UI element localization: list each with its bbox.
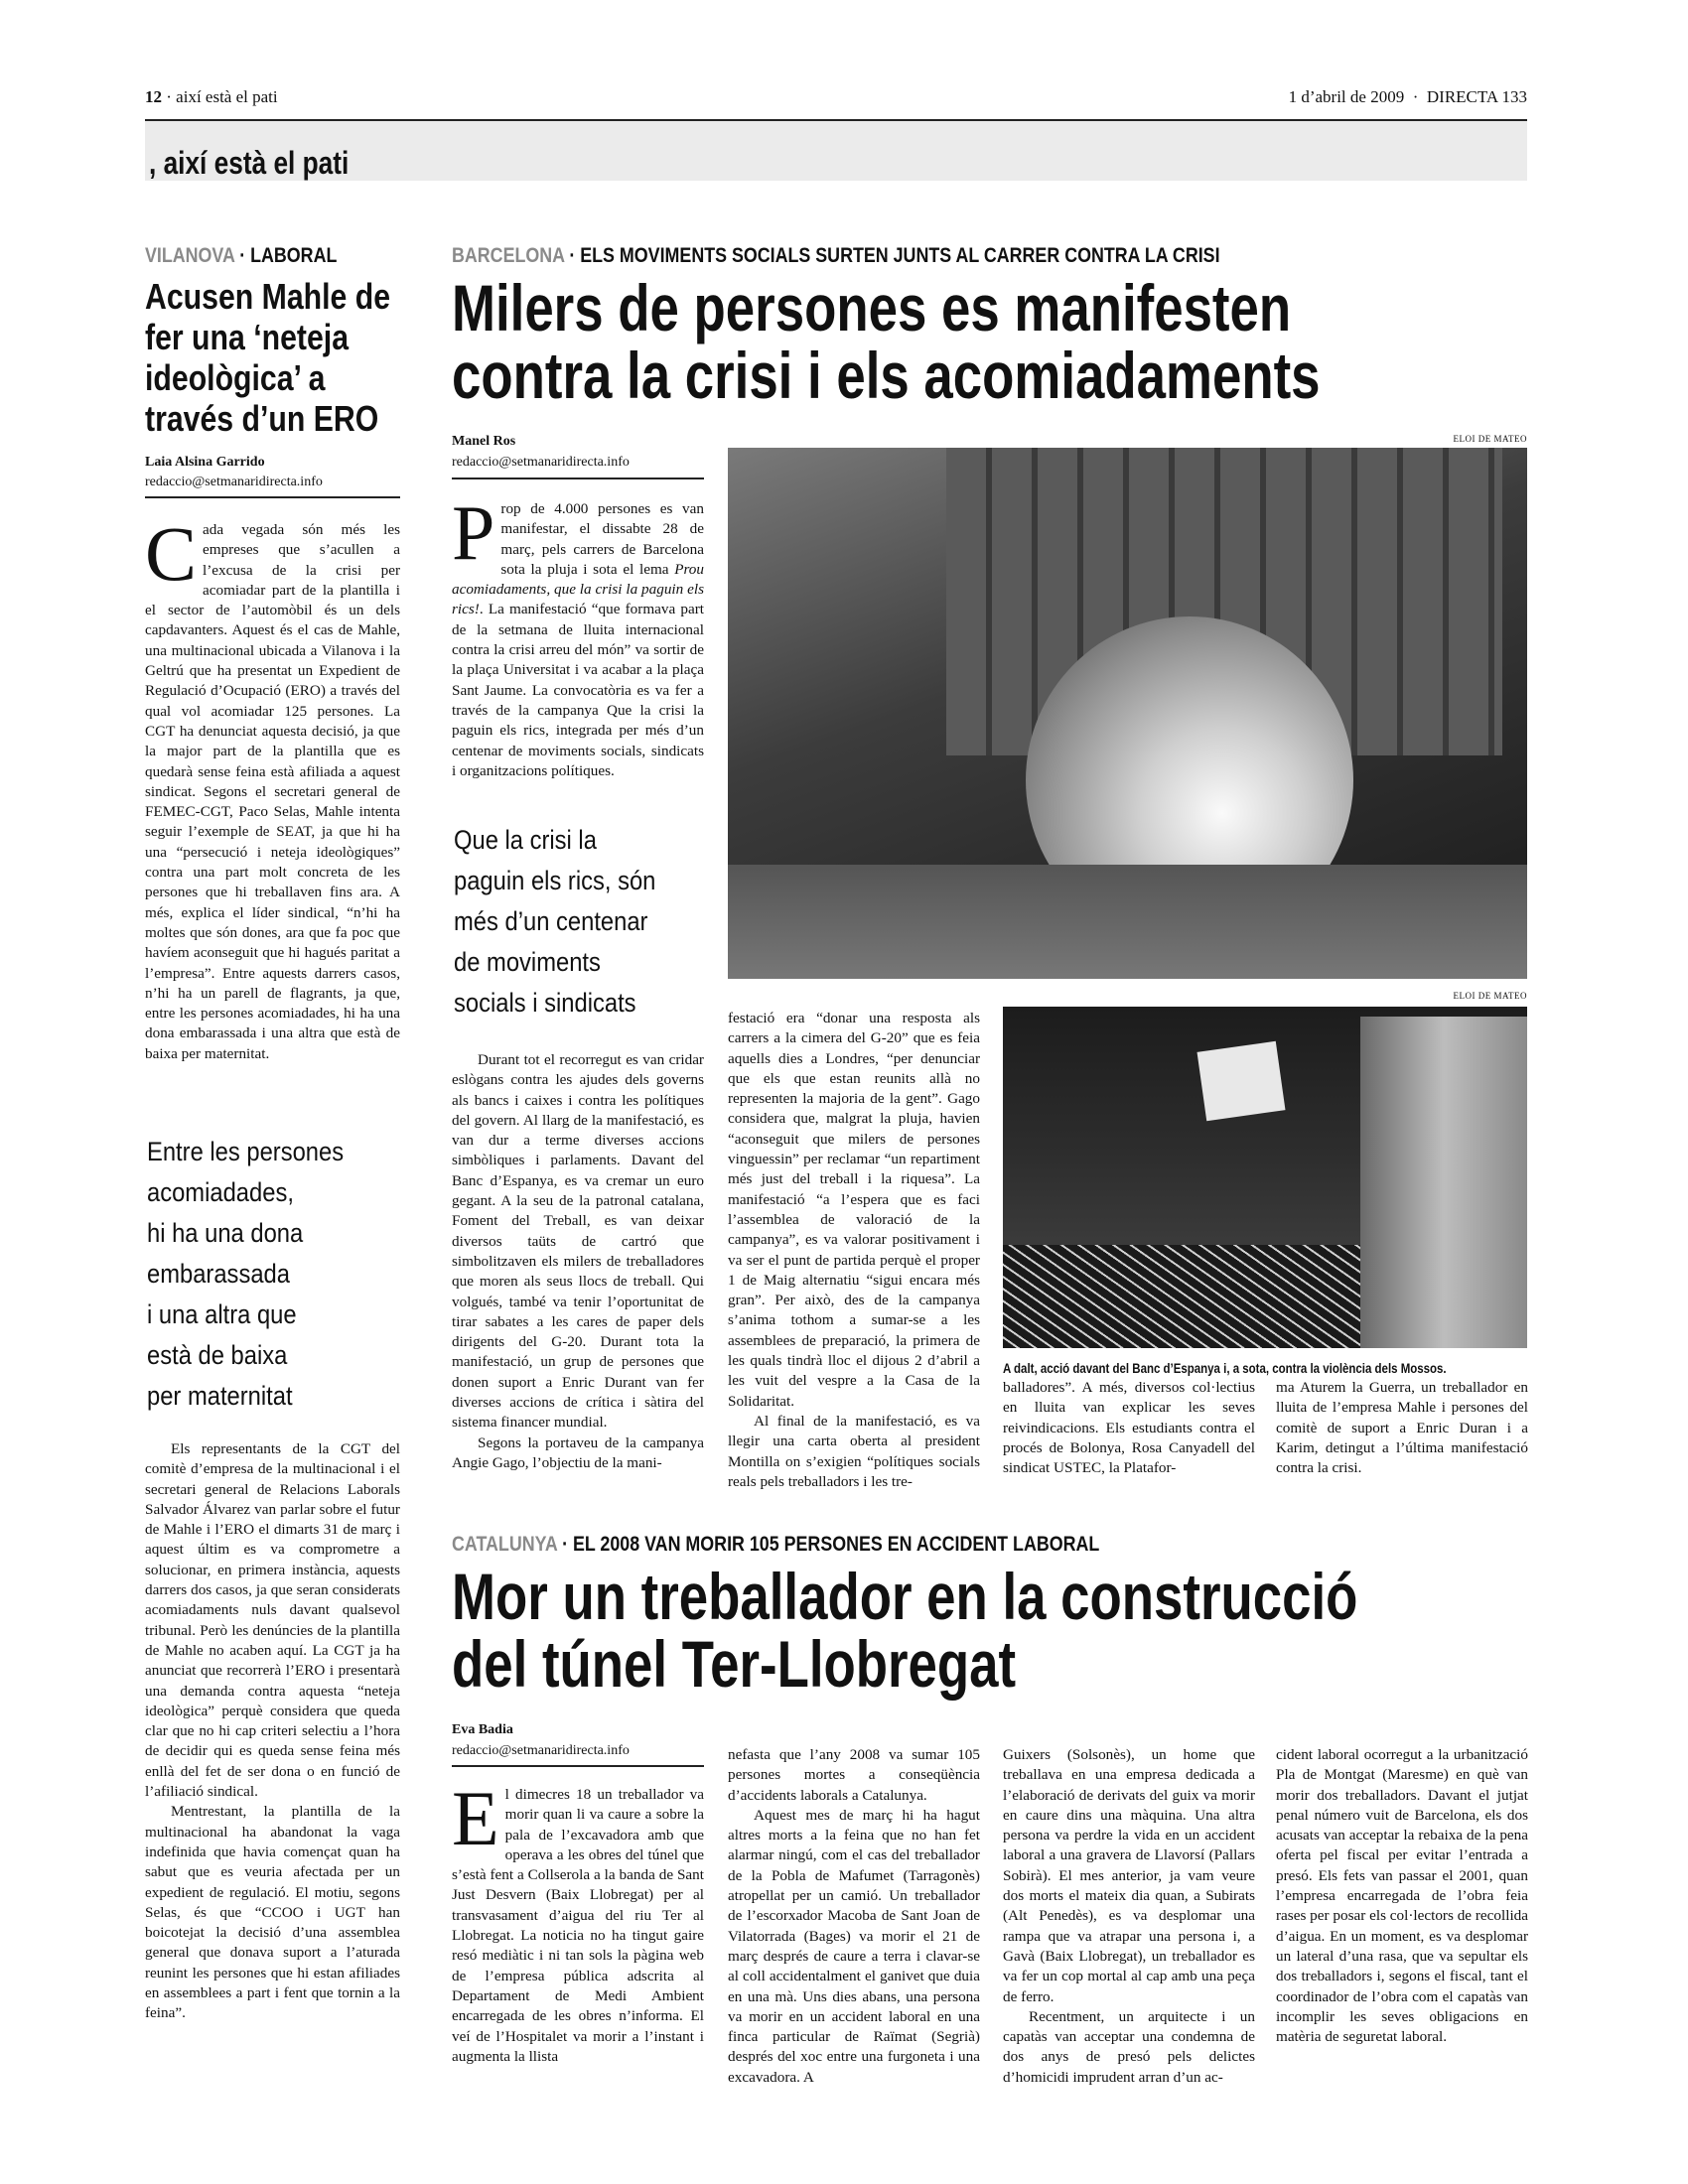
main-pull-quote (454, 820, 655, 1024)
headline-line: Milers de persones es manifesten (452, 271, 1292, 344)
paragraph: l dimecres 18 un treballador va morir quan li va caure a sobre la pala de l’excavadora amb que operava a les obres del túnel que s’està fent a Collserola a la banda de Sant Just Desvern (Baix Llobregat) per al transvasament d’aigua del riu Ter al Llobregat. La noticia no ha tingut gaire resó mediàtic i ni tan sols la pàgina web de l’empresa pública adscrita al Departament de Medi Ambient encarregada de les obres n’informa. El veí de l’Hospitalet va morir a l’instant i augmenta la llista (452, 1786, 704, 2065)
kicker-place: BARCELONA (452, 244, 565, 267)
paragraph: Segons la portaveu de la campanya Angie Gago, l’objectiu de la mani- (452, 1433, 704, 1471)
bottom-kicker: CATALUNYA · EL 2008 VAN MORIR 105 PERSONES EN ACCIDENT LABORAL (452, 1533, 1100, 1556)
pull-line: per maternitat (147, 1381, 293, 1411)
paragraph: Mentrestant, la plantilla de la multinacional ha abandonat la vaga indefinida que havia començat quan ha sabut que es veuria afectada per un expedient de regulació. El motiu, segons Selas, és que “CCOO i UGT han boicotejat la decisió d’una assemblea general que donava suport a l’aturada reunint les persones que hi estan afiliades en assemblees a part i fent que tornin a la feina”. (145, 1803, 400, 2022)
headline-line: través d’un ERO (145, 398, 379, 439)
pull-line: i una altra que (147, 1299, 297, 1329)
text-run: . La manifestació “que formava part de la setmana de lluita internacional contra la crisi arreu del món” va sortir de la plaça Universitat i va acabar a la plaça Sant Jaume. La convocatòria es va fer a través de la campanya Que la crisi la paguin els rics, integrada per més d’un centenar de moviments socials, sindicats i organitzacions polítiques. (452, 601, 704, 779)
section-band (145, 121, 1527, 181)
byline-rule (452, 478, 704, 479)
section-name: així està el pati (176, 87, 278, 106)
bottom-email[interactable]: redaccio@setmanaridirecta.info (452, 1743, 630, 1758)
main-body-2 (452, 1050, 704, 1499)
kicker-place: CATALUNYA (452, 1533, 558, 1556)
pull-line: Entre les persones (147, 1137, 345, 1166)
left-author: Laia Alsina Garrido (145, 455, 265, 470)
paragraph: Guixers (Solsonès), un home que treballava en una empresa dedicada a l’elaboració de derivats del guix va morir en caure dins una màquina. Una altra persona va perdre la vida en un accident laboral a una gravera de Llavorsí (Pallars Sobirà). El mes anterior, ja vam veure dos morts el mateix dia quan, a Subirats (Alt Penedès), es va desplomar una rampa que va atrapar una persona i, a Gavà (Baix Llobregat), un treballador es va fer un cop mortal al cap amb una peça de ferro. (1003, 1746, 1255, 2005)
dropcap: E (452, 1775, 499, 1861)
speaker-figure (1360, 1017, 1527, 1348)
byline-rule (452, 1765, 704, 1767)
kicker-place: VILANOVA (145, 244, 235, 267)
section-title: , així està el pati (149, 145, 350, 181)
byline-rule (145, 496, 400, 498)
issue-info: 1 d’abril de 2009 · DIRECTA 133 (1288, 87, 1527, 106)
pull-line: Que la crisi la (454, 825, 597, 855)
paragraph: cident laboral ocorregut a la urbanització Pla de Montgat (Maresme) en què van morir dos treballadors. Davant el jutjat penal número vuit de Barcelona, els dos acusats van acceptar la rebaixa de la pena oferta pel fiscal per evitar l’entrada a presó. Els fets van passar el 2001, quan l’empresa encarregada de l’obra feia rases per posar els col·lectors de recollida d’aigua. En un moment, es va desplomar un lateral d’una rasa, que va sepultar els dos treballadors i, segons el fiscal, tant el coordinador de l’obra com el capatàs van incomplir les seves obligacions en matèria de seguretat laboral. (1276, 1746, 1528, 2046)
main-author: Manel Ros (452, 434, 516, 449)
photo-credit: ELOI DE MATEO (1453, 991, 1527, 1001)
pull-line: socials i sindicats (454, 988, 636, 1018)
pull-line: hi ha una dona (147, 1218, 304, 1248)
pull-line: paguin els rics, són (454, 866, 656, 895)
paragraph: balladores”. A més, diversos col·lectius en lluita van explicar les seves reivindicacions. Els estudiants contra el procés de Bolonya, Rosa Canyadell del sindicat USTEC, la Platafor- (1003, 1379, 1255, 1477)
paragraph: ma Aturem la Guerra, un treballador en lluita de l’empresa Mahle i persones del comitè de suport a Enric Duran i a Karim, detingut a l’última manifestació contra la crisi. (1276, 1379, 1528, 1477)
paragraph: Els representants de la CGT del comitè d’empresa de la multinacional i el secretari general de Relacions Laborals Salvador Álvarez van parlar sobre el futur de Mahle i l’ERO el dimarts 31 de març i aquest últim es va comprometre a solucionar, en primera instància, aquests darrers dos casos, ja que seran considerats acomiadaments nuls davant qualsevol tribunal. Però les denúncies de la plantilla de Mahle no acaben aquí. La CGT ja ha anunciat que recorrerà l’ERO i presentarà una demanda contra aquesta “neteja ideològica” perquè considera que queda clar que no hi cap criteri selectiu a l’hora de decidir qui es queda sense feina més enllà del fet de ser dona o en funció de l’afiliació sindical. (145, 1440, 400, 1801)
kicker-topic: LABORAL (250, 244, 338, 267)
headline-line: contra la crisi i els acomiadaments (452, 339, 1321, 412)
kicker-topic: EL 2008 VAN MORIR 105 PERSONES EN ACCIDENT LABORAL (572, 1533, 1100, 1556)
bottom-body-3 (1003, 1745, 1255, 2086)
issue-date: 1 d’abril de 2009 (1288, 87, 1405, 106)
main-body-3 (728, 1009, 980, 1499)
page-number: 12 (145, 87, 162, 106)
main-body-5 (1276, 1378, 1528, 1499)
pull-line: està de baixa (147, 1340, 288, 1370)
publication-name: DIRECTA 133 (1426, 87, 1527, 106)
dropcap: P (452, 489, 495, 576)
slogan: Prou acomiadaments, que la crisi la paguin els rics! (452, 560, 704, 618)
paragraph: ada vegada són més les empreses que s’acullen a l’excusa de la crisi per acomiadar part de la plantilla i el sector de l’automòbil és un dels capdavanters. Aquest és el cas de Mahle, una multinacional ubicada a Vilanova i la Geltrú que ha presentat un Expedient de Regulació d’Ocupació (ERO) a través del qual vol acomiadar 125 persones. La CGT ha denunciat aquesta decisió, ja que la major part de la plantilla que es quedarà sense feina està afiliada a aquest sindicat. Segons el secretari general de FEMEC-CGT, Paco Selas, Mahle intenta seguir l’exemple de SEAT, ja que hi ha una “persecució i neteja ideològiques” contra una part molt concreta de les persones que hi treballaven fins ara. A més, explica el líder sindical, “n’hi ha moltes que són dones, ara que fa poc que havíem aconseguit que hi hagués paritat a l’empresa”. Entre aquests darrers casos, n’hi ha un parell de flagrants, ja que, entre les persones acomiadades, hi ha una dona embarassada i una altra que està de baixa per maternitat. (145, 521, 400, 1062)
headline-line: Mor un treballador en la construcció (452, 1560, 1358, 1633)
paragraph: Aquest mes de març hi ha hagut altres morts a la feina que no han fet alarmar ningú, com el cas del treballador de la Pobla de Mafumet (Tarragonès) atropellat per un camió. Un treballador de l’escorxador Macoba de Sant Joan de Vilatorrada (Bages) va morir el 21 de març després de caure a terra i clavar-se al coll accidentalment el ganivet que duia en una mà. Uns dies abans, una persona va morir en un accident laboral en una finca particular de Raïmat (Segrià) després del xoc entre una furgoneta i una excavadora. A (728, 1806, 980, 2086)
main-email[interactable]: redaccio@setmanaridirecta.info (452, 455, 630, 470)
paragraph: Recentment, un arquitecte i un capatàs van acceptar una condemna de dos anys de presó pels delictes d’homicidi imprudent arran d’un ac- (1003, 2007, 1255, 2086)
paragraph: Durant tot el recorregut es van cridar eslògans contra les ajudes dels governs als bancs i caixes i contra les polítiques del govern. Al llarg de la manifestació, es van dur a terme diverses accions simbòliques i parlaments. Davant del Banc d’Espanya, es va cremar un euro gegant. A la seu de la patronal catalana, Foment del Treball, es van deixar diversos taüts de cartró que simbolitzaven els milers de treballadores que moren als seus llocs de treball. Qui volgués, també va tenir l’oportunitat de tirar sabates a les cares de paper dels dirigents del G-20. Durant tota la manifestació, un grup de persones que donen suport a Enric Durant van fer diverses accions de crítica i sàtira del sistema financer mundial. (452, 1051, 704, 1432)
headline-line: del túnel Ter-Llobregat (452, 1627, 1017, 1701)
left-headline (145, 276, 390, 439)
left-body-1 (145, 510, 400, 1104)
pull-line: acomiadades, (147, 1177, 294, 1207)
left-pull-quote (147, 1132, 344, 1417)
left-email[interactable]: redaccio@setmanaridirecta.info (145, 475, 323, 489)
street-ground (728, 865, 1527, 979)
paragraph: Al final de la manifestació, es va llegir una carta oberta al president Montilla on s’exigien “polítiques socials reals pels treballadors i les tre- (728, 1412, 980, 1490)
bottom-body-2 (728, 1745, 980, 2086)
protest-sign (1197, 1041, 1286, 1121)
pull-line: de moviments (454, 947, 601, 977)
headline-line: fer una ‘neteja (145, 317, 350, 357)
main-body-4 (1003, 1378, 1255, 1499)
bottom-headline (452, 1560, 1358, 1701)
text-run: rop de 4.000 persones es van manifestar, el dissabte 28 de març, pels carrers de Barcelona sota la pluja i sota el lema (500, 500, 704, 578)
left-body-2 (145, 1439, 400, 2070)
page-folio: 12 · així està el pati (145, 87, 278, 106)
pull-line: més d’un centenar (454, 906, 648, 936)
left-kicker: VILANOVA · LABORAL (145, 244, 338, 267)
main-kicker: BARCELONA · ELS MOVIMENTS SOCIALS SURTEN JUNTS AL CARRER CONTRA LA CRISI (452, 244, 1220, 267)
pull-line: embarassada (147, 1259, 290, 1289)
headline-line: ideològica’ a (145, 357, 326, 398)
paragraph: nefasta que l’any 2008 va sumar 105 persones mortes a conseqüència d’accidents laborals a Catalunya. (728, 1746, 980, 1804)
dropcap: C (145, 510, 198, 597)
photo-protest-mossos (1003, 1007, 1527, 1348)
photo-caption: A dalt, acció davant del Banc d’Espanya i, a sota, contra la violència dels Mossos. (1003, 1361, 1447, 1376)
photo-credit: ELOI DE MATEO (1453, 434, 1527, 444)
paragraph: festació era “donar una resposta als carrers a la cimera del G-20” que es feia aquells dies a Londres, “per denunciar que els que estan reunits allà no representen la majoria de la gent”. Gago considera que, malgrat la pluja, havien “aconseguit que milers de persones vinguessin” per reclamar “un repartiment més just del treball i la riquesa”. La manifestació “a l’espera que es faci l’assemblea de valoració de la campanya”, es va valorar positivament i va ser el punt de partida perquè el proper 1 de Maig alternatiu “sigui encara més gran”. Per això, des de la campanya s’anima tothom a sumar-se a les assemblees de preparació, la primera de les quals tindrà lloc el dijous 2 d’abril a les vuit del vespre a la Casa de la Solidaritat. (728, 1010, 980, 1410)
main-headline (452, 271, 1321, 412)
net-foreground (1003, 1245, 1360, 1348)
kicker-topic: ELS MOVIMENTS SOCIALS SURTEN JUNTS AL CARRER CONTRA LA CRISI (580, 244, 1220, 267)
bottom-body-1 (452, 1775, 704, 2069)
main-body-1 (452, 489, 704, 802)
bottom-body-4 (1276, 1745, 1528, 2069)
photo-bank-of-spain (728, 448, 1527, 979)
bottom-author: Eva Badia (452, 1722, 513, 1737)
headline-line: Acusen Mahle de (145, 276, 391, 317)
